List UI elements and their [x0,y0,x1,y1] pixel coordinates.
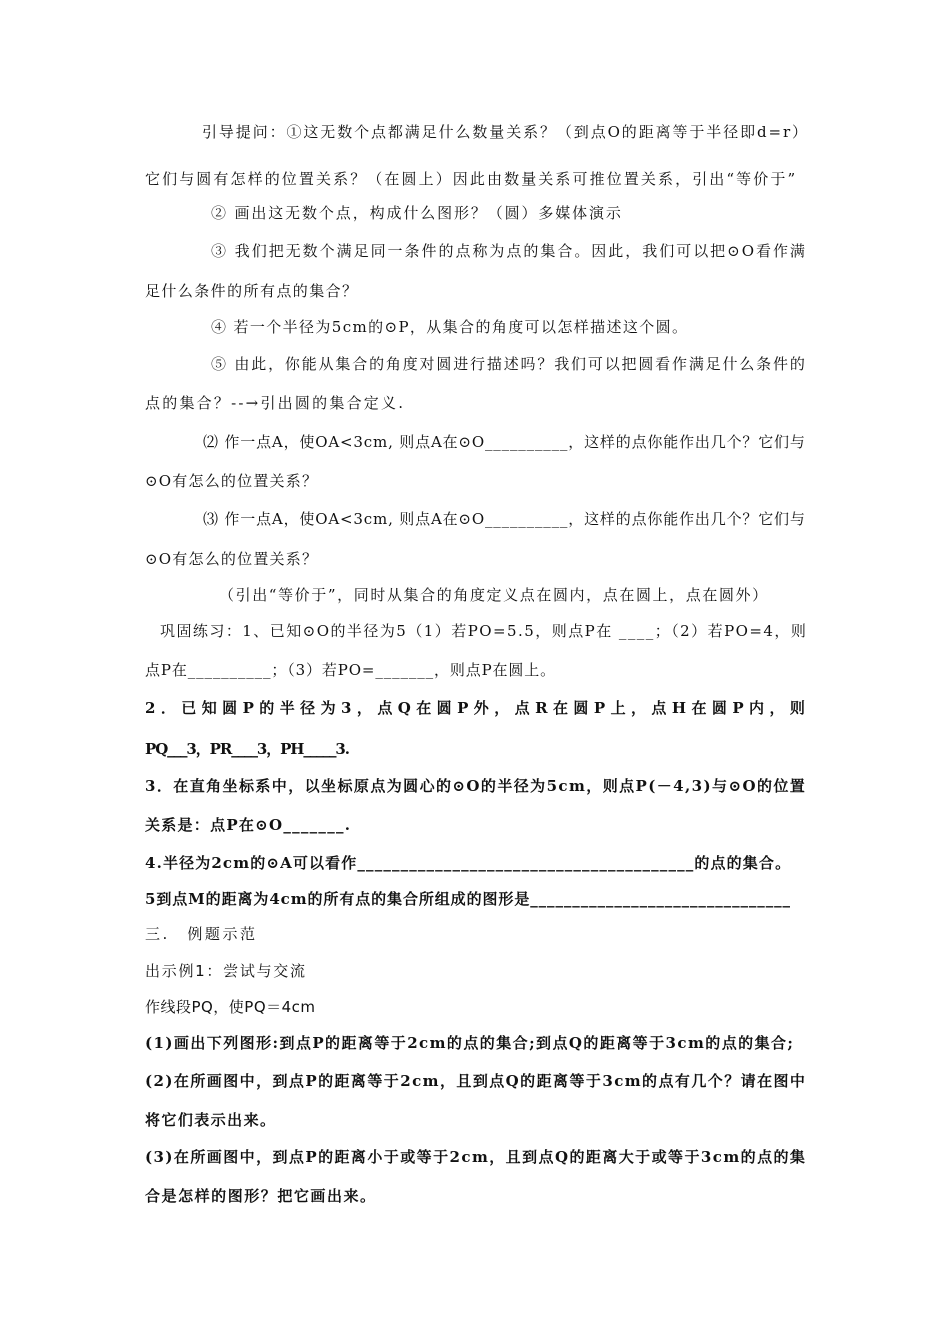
text-line: 关系是：点P在⊙O_______. [145,816,352,834]
text-line: ② 画出这无数个点，构成什么图形？（圆）多媒体演示 [211,204,623,222]
text-line: ③ 我们把无数个满足同一条件的点称为点的集合。因此，我们可以把⊙O看作满 [211,242,807,260]
text-line: (3)在所画图中，到点P的距离小于或等于2cm，且到点Q的距离大于或等于3cm的点的集 [145,1148,807,1166]
text-line: (1)画出下列图形:到点P的距离等于2cm的点的集合;到点Q的距离等于3cm的点的集合; [145,1034,795,1052]
text-line: 足什么条件的所有点的集合？ [145,282,359,300]
text-line: (2)在所画图中，到点P的距离等于2cm，且到点Q的距离等于3cm的点有几个？请在图中 [145,1072,807,1090]
text-line: 3．在直角坐标系中，以坐标原点为圆心的⊙O的半径为5cm，则点P(－4,3)与⊙O的位置 [145,777,807,795]
text-line: ⊙O有怎么的位置关系？ [145,472,319,490]
text-line: 出示例1：尝试与交流 [145,962,307,980]
text-line: 点P在__________；（3）若PO=_______，则点P在圆上。 [145,661,557,679]
text-line: 引导提问：①这无数个点都满足什么数量关系？（到点O的距离等于半径即d=r） [202,123,809,141]
text-line: ④ 若一个半径为5cm的⊙P，从集合的角度可以怎样描述这个圆。 [211,318,689,336]
text-line: 将它们表示出来。 [145,1111,277,1129]
text-line: ⊙O有怎么的位置关系？ [145,550,319,568]
section-heading: 三. 例题示范 [145,925,258,943]
text-line: ⑤ 由此，你能从集合的角度对圆进行描述吗？我们可以把圆看作满足什么条件的 [211,355,807,373]
text-line: 作线段PQ，使PQ＝4cm [145,998,316,1016]
text-line: PQ___3，PR____3，PH_____3. [145,740,349,758]
text-line: ⑶ 作一点A，使OA<3cm, 则点A在⊙O__________，这样的点你能作出几个？它们与 [203,510,806,528]
text-line: 巩固练习：1、已知⊙O的半径为5（1）若PO=5.5，则点P在 ____；（2）若PO=4，则 [160,622,808,640]
text-line: 合是怎样的图形？把它画出来。 [145,1187,377,1205]
text-line: 5到点M的距离为4cm的所有点的集合所组成的图形是_______________________________ [145,890,791,908]
text-line: 4.半径为2cm的⊙A可以看作_______________________________________的点的集合。 [145,854,792,872]
text-line: （引出“等价于”，同时从集合的角度定义点在圆内，点在圆上，点在圆外） [219,586,769,604]
text-line: 点的集合？--→引出圆的集合定义. [145,394,406,412]
text-line: ⑵ 作一点A，使OA<3cm, 则点A在⊙O__________，这样的点你能作出几个？它们与 [203,433,806,451]
text-line: 它们与圆有怎样的位置关系？（在圆上）因此由数量关系可推位置关系，引出“等价于” [145,170,798,188]
text-line: 2．已知圆P的半径为3，点Q在圆P外，点R在圆P上，点H在圆P内，则 [145,699,811,717]
